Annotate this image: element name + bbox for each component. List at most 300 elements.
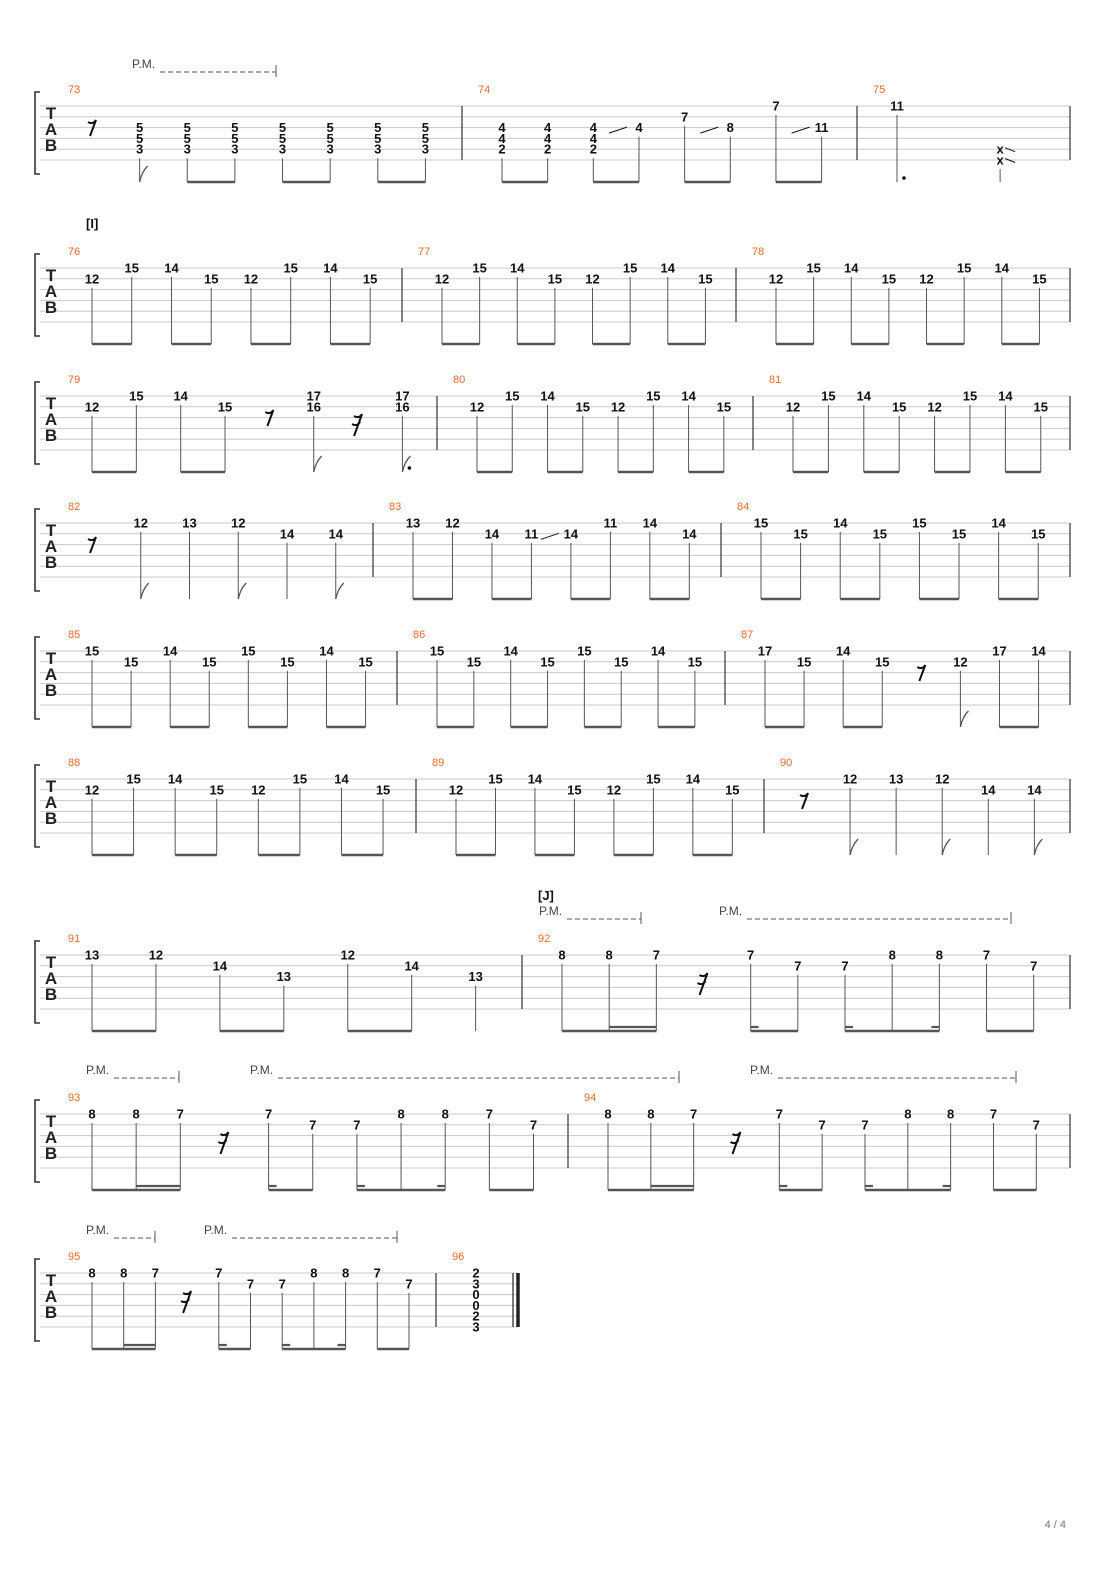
- fret-number: 8: [558, 947, 566, 963]
- note-event: [819, 1117, 826, 1190]
- system-bracket: [35, 1259, 40, 1341]
- note-event: [125, 261, 139, 345]
- fret-number: 15: [202, 654, 217, 670]
- fret-number: 15: [540, 654, 555, 670]
- tab-clef-letter: A: [44, 1287, 58, 1306]
- note-event: [647, 1107, 654, 1191]
- fret-number: 14: [642, 515, 658, 531]
- measure: [68, 933, 483, 1031]
- fret-number: 12: [445, 515, 460, 531]
- note-event: [173, 389, 188, 473]
- fret-number: 16: [306, 399, 321, 415]
- tab-clef-letter: T: [45, 1271, 57, 1290]
- note-event: [309, 1117, 316, 1190]
- fret-number: 14: [328, 526, 343, 542]
- note-event: [525, 526, 539, 599]
- note-event: [244, 271, 258, 344]
- note-event: [503, 644, 518, 728]
- note-event: [577, 644, 591, 728]
- note-event: [544, 120, 552, 182]
- fret-number: 12: [953, 654, 968, 670]
- note-event: [445, 516, 459, 600]
- note-event: [241, 644, 255, 728]
- fret-number: 14: [503, 643, 518, 659]
- note-event: [310, 1266, 317, 1350]
- fret-number: 15: [123, 654, 139, 670]
- measure: [522, 933, 1037, 1031]
- duration-dot: [902, 176, 906, 180]
- fret-number: 12: [768, 271, 784, 287]
- fret-number: 15: [505, 388, 520, 404]
- fret-number: 7: [818, 1117, 826, 1133]
- fret-number: 14: [319, 643, 334, 659]
- note-event: [124, 654, 138, 727]
- fret-number: 4: [498, 130, 506, 146]
- fret-number: 15: [547, 271, 563, 287]
- measure-number: 96: [452, 1251, 465, 1263]
- fret-number: 14: [164, 260, 179, 276]
- note-event: [323, 261, 338, 345]
- fret-number: 15: [126, 771, 141, 787]
- note-event: [149, 948, 163, 1032]
- note-event: [435, 271, 449, 344]
- note-event: [992, 644, 1006, 728]
- note-event: [963, 389, 977, 473]
- fret-number: 14: [1027, 782, 1042, 798]
- note-event: [374, 1266, 381, 1350]
- note-event: [995, 261, 1010, 345]
- fret-number: 4: [589, 120, 597, 136]
- fret-number: 14: [681, 388, 696, 404]
- note-event: [498, 120, 506, 182]
- note-event: [912, 516, 926, 600]
- measure-number: 76: [68, 246, 81, 258]
- fret-number: 14: [212, 958, 228, 974]
- fret-number: 12: [606, 782, 622, 798]
- note-event: [204, 271, 218, 344]
- fret-number: 17: [306, 388, 321, 404]
- note-event: [875, 654, 889, 727]
- fret-number: 8: [904, 1106, 912, 1122]
- fret-number: 7: [353, 1117, 361, 1133]
- measure-number: 88: [68, 757, 81, 769]
- fret-number: 15: [292, 771, 308, 787]
- measure: [68, 246, 377, 344]
- fret-number: 15: [951, 526, 967, 542]
- fret-number: 5: [326, 120, 334, 136]
- fret-number: 7: [405, 1276, 413, 1292]
- fret-number: 14: [540, 388, 555, 404]
- fret-number: 3: [374, 141, 382, 157]
- fret-number: 2: [472, 1265, 480, 1281]
- note-event: [861, 1117, 868, 1190]
- measure: [721, 501, 1045, 599]
- tab-clef-letter: A: [44, 665, 58, 684]
- note-event: [927, 399, 941, 472]
- tab-clef-letter: B: [44, 553, 58, 572]
- note-event: [1033, 1117, 1040, 1190]
- fret-number: 7: [309, 1117, 317, 1133]
- measure: [736, 246, 1047, 344]
- fret-number: 15: [466, 654, 482, 670]
- fret-number: 15: [429, 643, 445, 659]
- note-event: [177, 1107, 184, 1191]
- note-event: [120, 1266, 127, 1350]
- fret-number: 14: [660, 260, 676, 276]
- fret-number: 11: [524, 526, 539, 542]
- fret-number: 12: [133, 515, 148, 531]
- note-event: [651, 644, 666, 728]
- fret-number: 15: [362, 271, 378, 287]
- fret-number: 4: [589, 130, 597, 146]
- note-event: [218, 399, 232, 472]
- fret-number: 7: [264, 1106, 273, 1122]
- measure: [397, 629, 702, 727]
- note-event: [363, 271, 377, 344]
- fret-number: 4: [498, 120, 506, 136]
- note-event: [919, 271, 933, 344]
- fret-number: 15: [796, 654, 812, 670]
- fret-number: 15: [646, 388, 661, 404]
- fret-number: 7: [841, 958, 849, 974]
- fret-number: 11: [603, 515, 618, 531]
- tab-clef-letter: B: [44, 426, 58, 445]
- note-event: [528, 772, 543, 856]
- note-event: [152, 1266, 159, 1350]
- fret-number: 3: [183, 141, 191, 157]
- duration-dot: [408, 466, 412, 470]
- tab-clef-letter: B: [44, 985, 58, 1004]
- fret-number: 13: [468, 969, 483, 985]
- fret-number: 15: [716, 399, 732, 415]
- note-event: [611, 399, 625, 472]
- measure: [402, 246, 713, 344]
- note-event: [558, 948, 565, 1032]
- note-flag: [850, 839, 858, 855]
- note-event: [758, 644, 772, 728]
- fret-number: 14: [510, 260, 525, 276]
- fret-number: 12: [84, 271, 100, 287]
- note-event: [646, 389, 660, 473]
- fret-number: 3: [421, 141, 430, 157]
- fret-number: 15: [283, 260, 298, 276]
- note-event: [164, 261, 179, 345]
- note-event: [947, 1107, 954, 1191]
- fret-number: 14: [991, 515, 1006, 531]
- measure-number: 90: [780, 757, 793, 769]
- measure-number: 87: [741, 629, 754, 641]
- fret-number: 8: [120, 1265, 128, 1281]
- note-event: [935, 772, 950, 856]
- fret-number: 15: [577, 643, 592, 659]
- note-flag: [1034, 839, 1042, 855]
- fret-number: 12: [585, 271, 600, 287]
- note-event: [277, 969, 291, 1031]
- fret-number: 13: [84, 947, 100, 963]
- note-event: [797, 654, 811, 727]
- measure: [68, 629, 373, 727]
- fret-number: 5: [374, 130, 382, 146]
- fret-number: 3: [472, 1276, 480, 1292]
- note-event: [957, 261, 971, 345]
- fret-number: 14: [682, 526, 697, 542]
- note-event: [769, 271, 783, 344]
- tab-clef-letter: A: [44, 793, 58, 812]
- fret-number: 15: [575, 399, 591, 415]
- fret-number: 5: [421, 130, 430, 146]
- fret-number: 12: [448, 782, 464, 798]
- fret-number: 15: [358, 654, 373, 670]
- staff-system: [35, 57, 1070, 182]
- measure-number: 85: [68, 629, 81, 641]
- note-event: [953, 654, 968, 727]
- note-event: [530, 1117, 537, 1190]
- fret-number: 15: [1031, 526, 1046, 542]
- note-event: [836, 644, 851, 728]
- note-event: [998, 389, 1013, 473]
- tab-clef-letter: B: [44, 1144, 58, 1163]
- note-event: [540, 389, 555, 473]
- note-event: [163, 644, 178, 728]
- fret-number: 12: [84, 399, 100, 415]
- fret-number: 15: [84, 643, 100, 659]
- note-event: [841, 958, 848, 1031]
- note-event: [541, 526, 579, 599]
- fret-number: 14: [835, 643, 851, 659]
- measure: [68, 501, 344, 599]
- note-event: [449, 782, 463, 855]
- fret-number: 8: [647, 1106, 655, 1122]
- note-event: [442, 1107, 449, 1191]
- fret-number: 17: [992, 643, 1007, 659]
- measure-number: 74: [478, 84, 491, 96]
- note-event: [488, 772, 502, 856]
- note-event: [136, 120, 148, 182]
- note-event: [990, 1107, 997, 1191]
- note-event: [682, 526, 697, 599]
- note-event: [85, 782, 99, 855]
- note-event: [280, 654, 294, 727]
- fret-number: 12: [251, 782, 266, 798]
- note-event: [395, 389, 411, 473]
- note-event: [567, 782, 581, 855]
- fret-number: 7: [989, 1106, 998, 1122]
- note-event: [607, 782, 621, 855]
- system-bracket: [35, 941, 40, 1023]
- tab-clef-letter: A: [44, 1128, 58, 1147]
- fret-number: 15: [1033, 399, 1048, 415]
- fret-number: 13: [405, 515, 421, 531]
- fret-number: 8: [935, 947, 943, 963]
- note-event: [1031, 526, 1045, 599]
- note-event: [129, 389, 143, 473]
- note-flag: [140, 166, 148, 182]
- note-event: [873, 526, 887, 599]
- fret-number: 15: [280, 654, 295, 670]
- fret-number: 7: [151, 1265, 160, 1281]
- note-event: [397, 1107, 404, 1191]
- staff-system: [35, 216, 1070, 344]
- note-event: [280, 526, 295, 599]
- note-event: [821, 389, 835, 473]
- fret-number: 5: [278, 130, 287, 146]
- note-event: [510, 261, 525, 345]
- fret-number: 8: [947, 1106, 955, 1122]
- note-event: [548, 271, 562, 344]
- note-event: [936, 948, 943, 1032]
- note-event: [681, 109, 688, 182]
- fret-number: 8: [441, 1106, 449, 1122]
- fret-number: 15: [875, 654, 890, 670]
- fret-number: 12: [927, 399, 942, 415]
- measure-number: 78: [752, 246, 765, 258]
- tab-clef-letter: T: [45, 104, 57, 123]
- fret-number: 15: [821, 388, 836, 404]
- note-event: [88, 1266, 95, 1350]
- fret-number: 14: [994, 260, 1010, 276]
- fret-number: 5: [231, 120, 239, 136]
- fret-number: 12: [785, 399, 801, 415]
- fret-number: 15: [203, 271, 219, 287]
- fret-number: 8: [341, 1265, 350, 1281]
- note-event: [329, 526, 344, 599]
- fret-number: 14: [998, 388, 1013, 404]
- dead-note: x: [996, 141, 1004, 157]
- fret-number: 15: [375, 782, 391, 798]
- fret-number: 5: [326, 130, 334, 146]
- note-event: [614, 654, 628, 727]
- section-marker: [J]: [538, 888, 554, 903]
- fret-number: 8: [726, 120, 734, 136]
- note-event: [213, 958, 228, 1031]
- fret-number: 14: [167, 771, 183, 787]
- fret-number: 15: [687, 654, 703, 670]
- measure-number: 79: [68, 374, 81, 386]
- fret-number: 15: [209, 782, 224, 798]
- measure-number: 73: [68, 84, 81, 96]
- note-event: [606, 948, 613, 1032]
- staff-system: [35, 888, 1070, 1031]
- fret-number: 15: [646, 771, 661, 787]
- palm-mute-label: P.M.: [132, 57, 156, 71]
- fret-number: 7: [861, 1117, 869, 1133]
- note-event: [661, 261, 676, 345]
- fret-number: 12: [934, 771, 950, 787]
- tab-clef-letter: T: [45, 649, 57, 668]
- note-event: [468, 969, 482, 1031]
- tab-clef-letter: B: [44, 809, 58, 828]
- fret-number: 4: [544, 120, 552, 136]
- staff-system: [35, 1063, 1070, 1190]
- note-event: [404, 958, 419, 1031]
- fret-number: 3: [326, 141, 334, 157]
- fret-number: 2: [544, 141, 552, 157]
- fret-number: 15: [806, 260, 821, 276]
- note-event: [844, 261, 859, 345]
- fret-number: 7: [690, 1106, 698, 1122]
- fret-number: 5: [374, 120, 382, 136]
- fret-number: 7: [373, 1265, 381, 1281]
- note-event: [342, 1266, 349, 1350]
- system-bracket: [35, 254, 40, 336]
- palm-mute-label: P.M.: [539, 904, 563, 918]
- fret-number: 15: [129, 388, 144, 404]
- note-event: [279, 120, 286, 182]
- fret-number: 7: [1030, 958, 1038, 974]
- note-flag: [314, 456, 322, 472]
- tab-clef-letter: A: [44, 282, 58, 301]
- note-flag: [141, 583, 149, 599]
- fret-number: 3: [472, 1319, 480, 1335]
- note-event: [681, 389, 696, 473]
- tab-clef-letter: T: [45, 953, 57, 972]
- fret-number: 15: [912, 515, 927, 531]
- fret-number: 7: [652, 947, 660, 963]
- note-event: [279, 1276, 286, 1349]
- measure-number: 89: [432, 757, 445, 769]
- note-event: [792, 120, 829, 182]
- tab-clef-letter: B: [44, 681, 58, 700]
- system-bracket: [35, 765, 40, 847]
- note-event: [430, 644, 444, 728]
- note-event: [882, 271, 896, 344]
- measure: [68, 1092, 537, 1190]
- fret-number: 12: [469, 399, 485, 415]
- system-bracket: [35, 382, 40, 464]
- note-event: [231, 120, 238, 182]
- fret-number: 12: [919, 271, 934, 287]
- tab-clef-letter: B: [44, 298, 58, 317]
- fret-number: 7: [982, 947, 991, 963]
- fret-number: 14: [685, 771, 701, 787]
- fret-number: 15: [217, 399, 233, 415]
- note-event: [327, 120, 334, 182]
- fret-number: 15: [613, 654, 629, 670]
- system-bracket: [35, 637, 40, 719]
- note-event: [585, 271, 599, 344]
- fret-number: 14: [334, 771, 349, 787]
- fret-number: 15: [793, 526, 808, 542]
- note-event: [202, 654, 216, 727]
- fret-number: 12: [231, 515, 246, 531]
- fret-number: 15: [567, 782, 582, 798]
- note-event: [134, 516, 149, 600]
- measure: [436, 1251, 480, 1335]
- fret-number: 8: [397, 1106, 405, 1122]
- fret-number: 7: [775, 1106, 783, 1122]
- note-event: [688, 654, 702, 727]
- fret-number: 14: [323, 260, 338, 276]
- fret-number: 12: [340, 947, 355, 963]
- fret-number: 12: [84, 782, 100, 798]
- note-event: [889, 948, 896, 1032]
- note-event: [609, 120, 643, 182]
- note-event: [889, 772, 903, 856]
- fret-number: 14: [832, 515, 848, 531]
- fret-number: 4: [544, 130, 552, 146]
- note-event: [505, 389, 519, 473]
- note-event: [85, 271, 99, 344]
- fret-number: 15: [472, 260, 487, 276]
- palm-mute-label: P.M.: [204, 1223, 228, 1237]
- system-bracket: [35, 509, 40, 591]
- fret-number: 12: [434, 271, 450, 287]
- note-event: [353, 1117, 360, 1190]
- staff-system: [35, 374, 1070, 472]
- note-event: [997, 142, 1016, 182]
- fret-number: 14: [1031, 643, 1046, 659]
- fret-number: 13: [888, 771, 904, 787]
